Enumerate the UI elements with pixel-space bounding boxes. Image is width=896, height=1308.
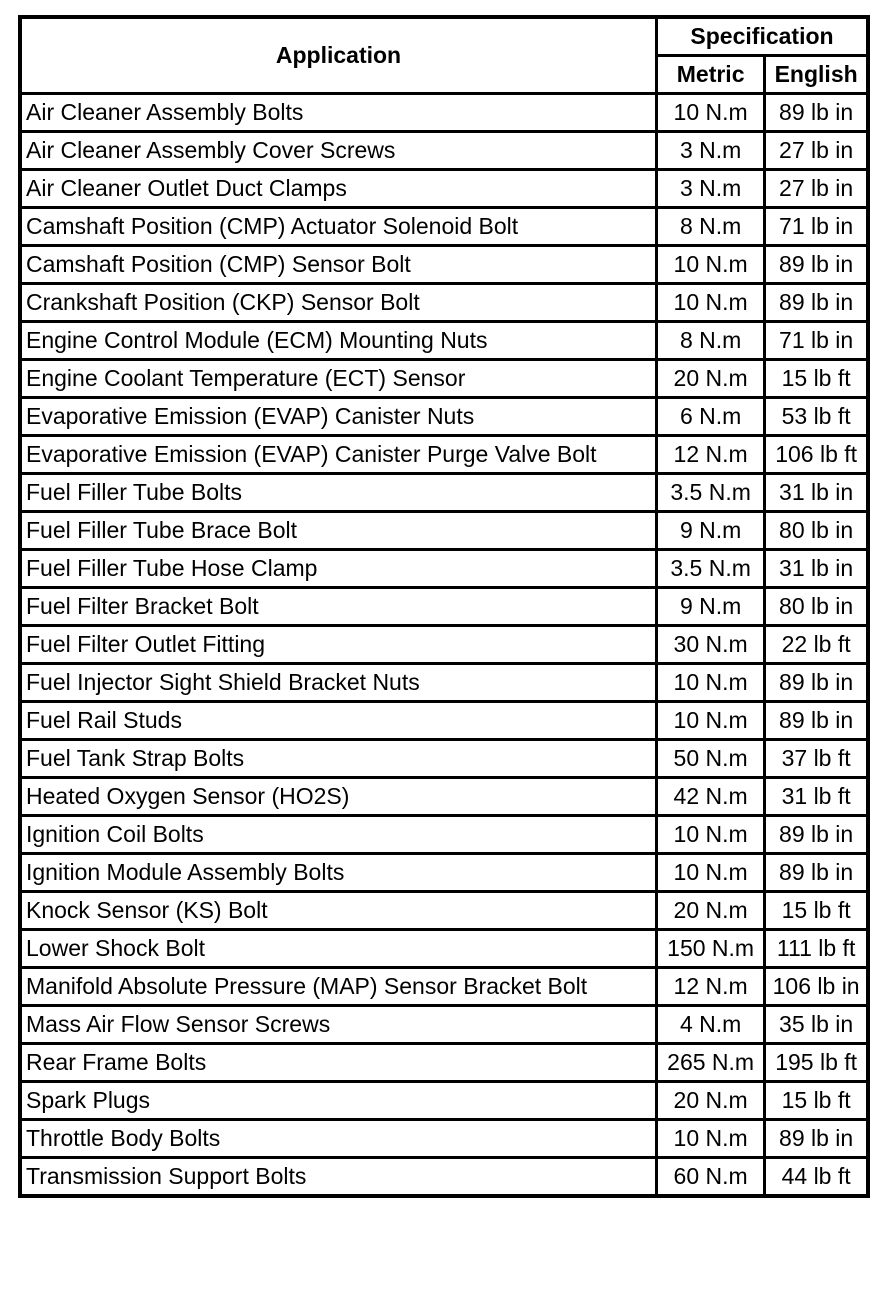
application-cell: Mass Air Flow Sensor Screws <box>20 1006 657 1044</box>
table-row <box>20 550 868 588</box>
application-cell: Lower Shock Bolt <box>20 930 657 968</box>
metric-cell: 10 N.m <box>657 816 765 854</box>
table-row <box>20 436 868 474</box>
english-cell: 71 lb in <box>765 322 868 360</box>
application-cell: Fuel Injector Sight Shield Bracket Nuts <box>20 664 657 702</box>
english-cell: 106 lb in <box>765 968 868 1006</box>
metric-cell: 10 N.m <box>657 702 765 740</box>
english-cell: 89 lb in <box>765 702 868 740</box>
table-row <box>20 284 868 322</box>
english-cell: 31 lb in <box>765 474 868 512</box>
application-cell: Transmission Support Bolts <box>20 1158 657 1197</box>
metric-cell: 9 N.m <box>657 512 765 550</box>
metric-cell: 42 N.m <box>657 778 765 816</box>
metric-cell: 50 N.m <box>657 740 765 778</box>
table-row <box>20 854 868 892</box>
header-metric: Metric <box>657 56 765 94</box>
english-cell: 22 lb ft <box>765 626 868 664</box>
application-cell: Air Cleaner Assembly Cover Screws <box>20 132 657 170</box>
table-body <box>20 94 868 1197</box>
application-cell: Crankshaft Position (CKP) Sensor Bolt <box>20 284 657 322</box>
english-cell: 89 lb in <box>765 816 868 854</box>
english-cell: 80 lb in <box>765 512 868 550</box>
metric-cell: 9 N.m <box>657 588 765 626</box>
table-row <box>20 170 868 208</box>
table-row <box>20 474 868 512</box>
metric-cell: 10 N.m <box>657 246 765 284</box>
torque-spec-table <box>18 15 870 1198</box>
metric-cell: 60 N.m <box>657 1158 765 1197</box>
table-row <box>20 246 868 284</box>
application-cell: Engine Control Module (ECM) Mounting Nuts <box>20 322 657 360</box>
table-row <box>20 1006 868 1044</box>
application-cell: Fuel Filler Tube Bolts <box>20 474 657 512</box>
application-cell: Air Cleaner Outlet Duct Clamps <box>20 170 657 208</box>
application-cell: Fuel Filter Outlet Fitting <box>20 626 657 664</box>
english-cell: 15 lb ft <box>765 1082 868 1120</box>
application-cell: Fuel Filter Bracket Bolt <box>20 588 657 626</box>
application-cell: Spark Plugs <box>20 1082 657 1120</box>
table-row <box>20 360 868 398</box>
english-cell: 37 lb ft <box>765 740 868 778</box>
metric-cell: 150 N.m <box>657 930 765 968</box>
metric-cell: 10 N.m <box>657 664 765 702</box>
application-cell: Fuel Rail Studs <box>20 702 657 740</box>
english-cell: 15 lb ft <box>765 892 868 930</box>
metric-cell: 12 N.m <box>657 436 765 474</box>
application-cell: Knock Sensor (KS) Bolt <box>20 892 657 930</box>
metric-cell: 20 N.m <box>657 892 765 930</box>
english-cell: 89 lb in <box>765 246 868 284</box>
metric-cell: 12 N.m <box>657 968 765 1006</box>
metric-cell: 30 N.m <box>657 626 765 664</box>
english-cell: 31 lb ft <box>765 778 868 816</box>
metric-cell: 6 N.m <box>657 398 765 436</box>
metric-cell: 3 N.m <box>657 170 765 208</box>
table-row <box>20 1158 868 1197</box>
table-row <box>20 1044 868 1082</box>
application-cell: Heated Oxygen Sensor (HO2S) <box>20 778 657 816</box>
application-cell: Throttle Body Bolts <box>20 1120 657 1158</box>
table-row <box>20 94 868 132</box>
table-row <box>20 398 868 436</box>
header-english: English <box>765 56 868 94</box>
metric-cell: 20 N.m <box>657 1082 765 1120</box>
metric-cell: 10 N.m <box>657 854 765 892</box>
table-row <box>20 930 868 968</box>
table-row <box>20 664 868 702</box>
metric-cell: 3.5 N.m <box>657 550 765 588</box>
english-cell: 89 lb in <box>765 94 868 132</box>
english-cell: 89 lb in <box>765 664 868 702</box>
header-specification: Specification <box>657 17 869 56</box>
english-cell: 195 lb ft <box>765 1044 868 1082</box>
english-cell: 53 lb ft <box>765 398 868 436</box>
table-row <box>20 1082 868 1120</box>
metric-cell: 4 N.m <box>657 1006 765 1044</box>
metric-cell: 3.5 N.m <box>657 474 765 512</box>
table-row <box>20 1120 868 1158</box>
table-row <box>20 132 868 170</box>
english-cell: 35 lb in <box>765 1006 868 1044</box>
english-cell: 111 lb ft <box>765 930 868 968</box>
english-cell: 89 lb in <box>765 1120 868 1158</box>
table-row <box>20 208 868 246</box>
table-row <box>20 322 868 360</box>
application-cell: Evaporative Emission (EVAP) Canister Nuts <box>20 398 657 436</box>
table-row <box>20 512 868 550</box>
english-cell: 80 lb in <box>765 588 868 626</box>
application-cell: Fuel Tank Strap Bolts <box>20 740 657 778</box>
application-cell: Camshaft Position (CMP) Sensor Bolt <box>20 246 657 284</box>
application-cell: Rear Frame Bolts <box>20 1044 657 1082</box>
english-cell: 89 lb in <box>765 284 868 322</box>
header-application: Application <box>20 17 657 94</box>
metric-cell: 3 N.m <box>657 132 765 170</box>
english-cell: 31 lb in <box>765 550 868 588</box>
table-row <box>20 892 868 930</box>
table-header <box>20 17 868 94</box>
application-cell: Evaporative Emission (EVAP) Canister Purge Valve Bolt <box>20 436 657 474</box>
metric-cell: 8 N.m <box>657 208 765 246</box>
table-row <box>20 702 868 740</box>
english-cell: 15 lb ft <box>765 360 868 398</box>
table-row <box>20 816 868 854</box>
table-row <box>20 778 868 816</box>
table-row <box>20 968 868 1006</box>
application-cell: Manifold Absolute Pressure (MAP) Sensor Bracket Bolt <box>20 968 657 1006</box>
english-cell: 89 lb in <box>765 854 868 892</box>
table-row <box>20 626 868 664</box>
metric-cell: 10 N.m <box>657 284 765 322</box>
english-cell: 27 lb in <box>765 170 868 208</box>
application-cell: Camshaft Position (CMP) Actuator Solenoid Bolt <box>20 208 657 246</box>
table-row <box>20 740 868 778</box>
application-cell: Ignition Coil Bolts <box>20 816 657 854</box>
metric-cell: 10 N.m <box>657 94 765 132</box>
metric-cell: 265 N.m <box>657 1044 765 1082</box>
english-cell: 27 lb in <box>765 132 868 170</box>
application-cell: Engine Coolant Temperature (ECT) Sensor <box>20 360 657 398</box>
english-cell: 44 lb ft <box>765 1158 868 1197</box>
application-cell: Fuel Filler Tube Brace Bolt <box>20 512 657 550</box>
application-cell: Ignition Module Assembly Bolts <box>20 854 657 892</box>
application-cell: Fuel Filler Tube Hose Clamp <box>20 550 657 588</box>
application-cell: Air Cleaner Assembly Bolts <box>20 94 657 132</box>
english-cell: 71 lb in <box>765 208 868 246</box>
metric-cell: 20 N.m <box>657 360 765 398</box>
english-cell: 106 lb ft <box>765 436 868 474</box>
table-row <box>20 588 868 626</box>
metric-cell: 8 N.m <box>657 322 765 360</box>
metric-cell: 10 N.m <box>657 1120 765 1158</box>
